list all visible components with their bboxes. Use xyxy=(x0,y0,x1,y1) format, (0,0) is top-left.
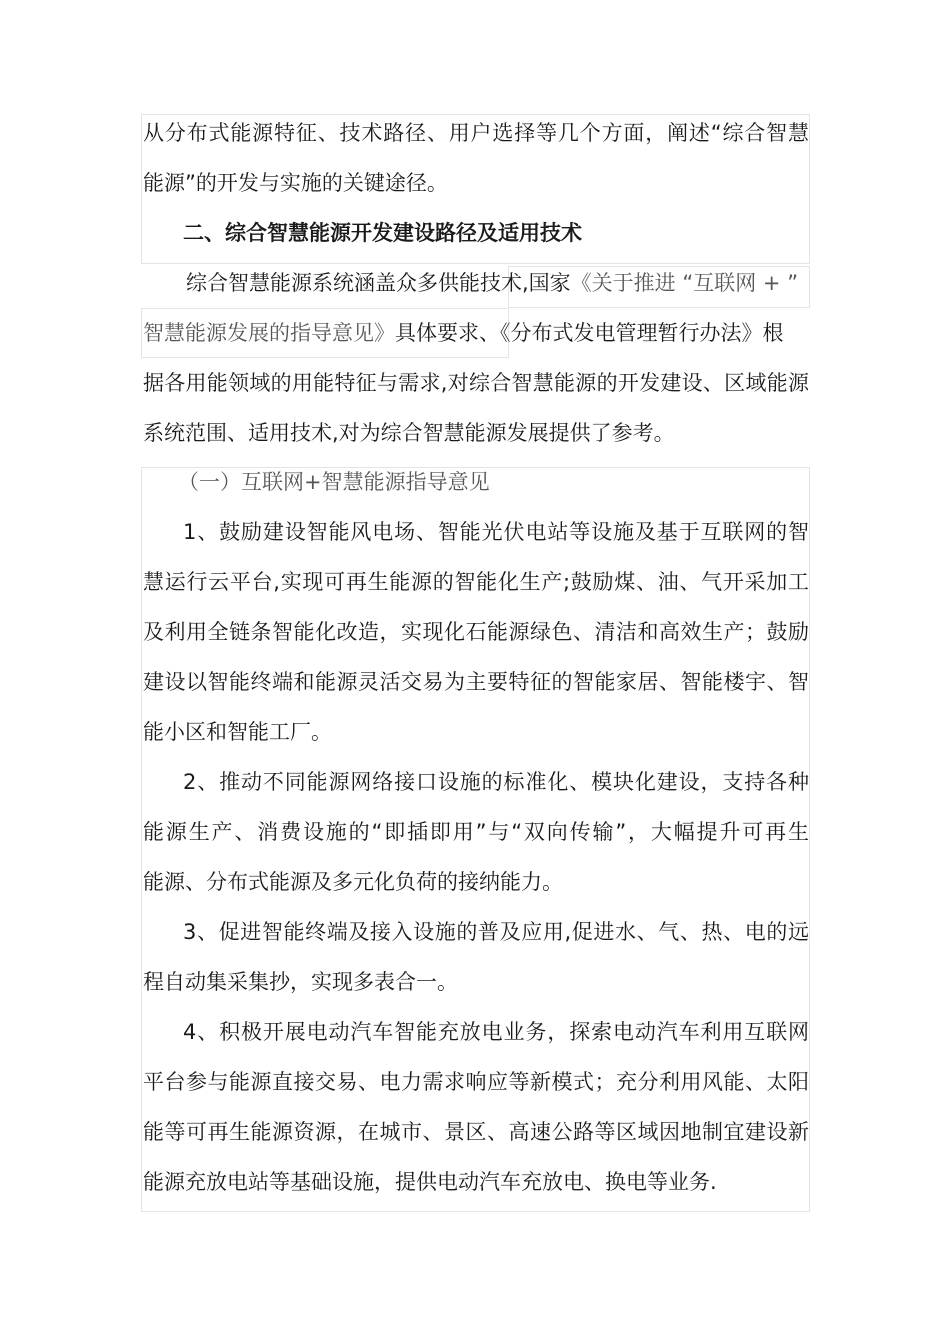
intro-line-2: 能源”的开发与实施的关键途径。 xyxy=(143,171,448,195)
item-4-line-3: 能等可再生能源资源，在城市、景区、高速公路等区域因地制宜建设新 xyxy=(143,1120,809,1144)
item-1-line-1: 1、鼓励建设智能风电场、智能光伏电站等设施及基于互联网的智 xyxy=(183,520,809,544)
paragraph-main-line-2 xyxy=(143,318,809,348)
paragraph-main-text-cont: 具体要求、《分布式发电管理暂行办法》根 xyxy=(395,321,784,345)
subsection-heading: （一）互联网+智慧能源指导意见 xyxy=(178,470,490,494)
item-2-line-2: 能源生产、消费设施的“即插即用”与“双向传输”，大幅提升可再生 xyxy=(143,820,809,844)
item-3-line-1: 3、促进智能终端及接入设施的普及应用,促进水、气、热、电的远 xyxy=(183,920,809,944)
item-2-line-1: 2、推动不同能源网络接口设施的标准化、模块化建设，支持各种 xyxy=(183,770,809,794)
item-4-line-2: 平台参与能源直接交易、电力需求响应等新模式；充分利用风能、太阳 xyxy=(143,1070,809,1094)
item-1-line-4: 建设以智能终端和能源灵活交易为主要特征的智能家居、智能楼宇、智 xyxy=(143,670,809,694)
item-4-line-4: 能源充放电站等基础设施，提供电动汽车充放电、换电等业务. xyxy=(143,1170,717,1194)
item-2-line-3: 能源、分布式能源及多元化负荷的接纳能力。 xyxy=(143,870,563,894)
paragraph-main-line-3: 据各用能领域的用能特征与需求,对综合智慧能源的开发建设、区域能源 xyxy=(143,371,809,395)
section-heading: 二、综合智慧能源开发建设路径及适用技术 xyxy=(183,221,582,245)
paragraph-main-text: 综合智慧能源系统涵盖众多供能技术,国家 xyxy=(186,271,571,295)
intro-line-1: 从分布式能源特征、技术路径、用户选择等几个方面，阐述“综合智慧 xyxy=(143,121,809,145)
item-1-line-3: 及利用全链条智能化改造，实现化石能源绿色、清洁和高效生产；鼓励 xyxy=(143,620,809,644)
policy-citation-title: 《关于推进 “互联网 + ” xyxy=(570,271,799,295)
paragraph-main-line-4: 系统范围、适用技术,对为综合智慧能源发展提供了参考。 xyxy=(143,421,675,445)
item-1-line-5: 能小区和智能工厂。 xyxy=(143,720,332,744)
policy-citation-title-cont: 智慧能源发展的指导意见》 xyxy=(143,321,395,345)
paragraph-main-line-1 xyxy=(186,268,809,298)
item-4-line-1: 4、积极开展电动汽车智能充放电业务，探索电动汽车利用互联网 xyxy=(183,1020,809,1044)
item-1-line-2: 慧运行云平台,实现可再生能源的智能化生产;鼓励煤、油、气开采加工 xyxy=(143,570,809,594)
item-3-line-2: 程自动集采集抄，实现多表合一。 xyxy=(143,970,458,994)
